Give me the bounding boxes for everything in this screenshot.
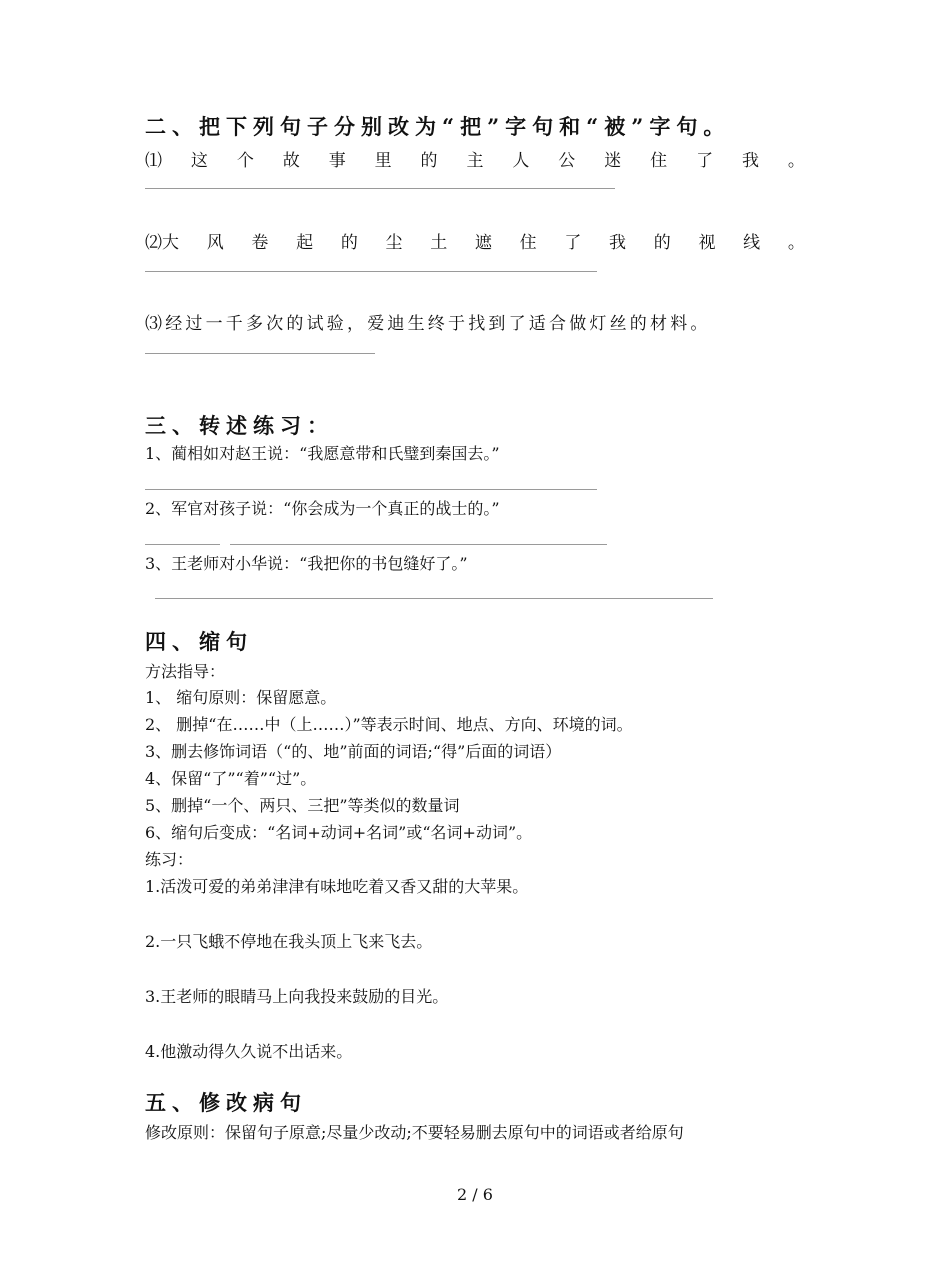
sentence-2: ⑵大 风 卷 起 的 尘 土 遮 住 了 我 的 视 线 。 [145,233,805,253]
reported-speech-item: 2、军官对孩子说：“你会成为一个真正的战士的。” [145,499,500,518]
revision-principle: 修改原则：保留句子原意;尽量少改动;不要轻易删去原句中的词语或者给原句 [145,1123,684,1142]
sentence-1: ⑴ 这 个 故 事 里 的 主 人 公 迷 住 了 我 。 [145,151,805,171]
answer-line [155,598,713,599]
method-item: 2、 删掉“在……中（上……）”等表示时间、地点、方向、环境的词。 [145,715,633,734]
answer-line [230,544,607,545]
answer-line [145,489,597,490]
practice-item: 1.活泼可爱的弟弟津津有味地吃着又香又甜的大苹果。 [145,877,529,896]
reported-speech-item: 3、王老师对小华说：“我把你的书包缝好了。” [145,554,468,573]
method-item: 1、 缩句原则：保留愿意。 [145,688,337,707]
answer-line [145,544,220,545]
practice-item: 2.一只飞蛾不停地在我头顶上飞来飞去。 [145,932,433,951]
answer-line [145,271,597,272]
section-3-title: 三、转述练习： [145,413,334,438]
practice-item: 4.他激动得久久说不出话来。 [145,1042,353,1061]
practice-label: 练习： [145,850,194,869]
method-item: 6、缩句后变成：“名词+动词+名词”或“名词+动词”。 [145,823,533,842]
answer-line [145,353,375,354]
method-label: 方法指导： [145,662,226,681]
method-item: 4、保留“了”“着”“过”。 [145,769,317,788]
section-5-title: 五、修改病句 [145,1090,307,1115]
section-2-title: 二、把下列句子分别改为“把”字句和“被”字句。 [145,114,731,139]
practice-item: 3.王老师的眼睛马上向我投来鼓励的目光。 [145,987,449,1006]
method-item: 5、删掉“一个、两只、三把”等类似的数量词 [145,796,460,815]
method-item: 3、删去修饰词语（“的、地”前面的词语;“得”后面的词语） [145,742,562,761]
reported-speech-item: 1、蔺相如对赵王说：“我愿意带和氏璧到秦国去。” [145,444,500,463]
section-4-title: 四、缩句 [145,629,253,654]
answer-line [145,188,615,189]
sentence-3: ⑶经过一千多次的试验，爱迪生终于找到了适合做灯丝的材料。 [145,314,711,334]
page-number: 2 / 6 [457,1185,493,1204]
